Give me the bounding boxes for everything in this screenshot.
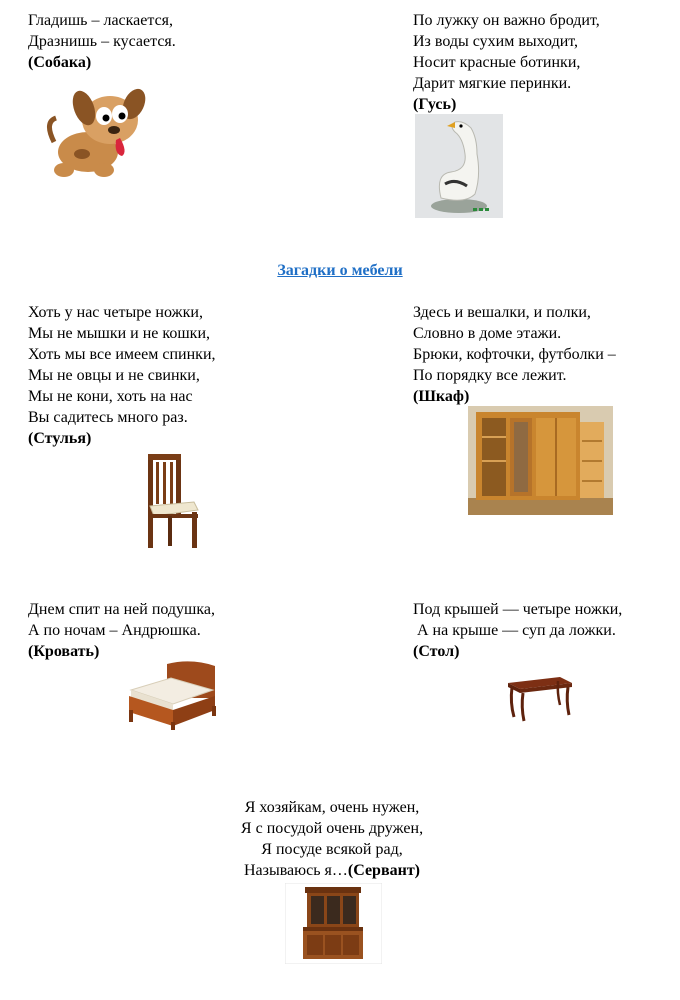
goose-figurine-photo xyxy=(415,114,503,218)
dog-illustration xyxy=(42,82,146,182)
riddle-line: Дарит мягкие перинки. xyxy=(413,75,572,92)
riddle-line: Мы не овцы и не свинки, xyxy=(28,367,200,384)
riddle-line: А на крыше — суп да ложки. xyxy=(413,622,616,639)
riddle-sideboard xyxy=(0,797,664,881)
riddle-answer: (Сервант) xyxy=(347,862,420,879)
riddle-answer: (Собака) xyxy=(28,54,92,71)
riddle-chairs xyxy=(28,302,216,449)
wardrobe-photo xyxy=(468,406,613,515)
riddle-line: Здесь и вешалки, и полки, xyxy=(413,304,591,321)
riddle-dog xyxy=(28,10,176,73)
riddle-answer: (Гусь) xyxy=(413,96,457,113)
riddle-line: Вы садитесь много раз. xyxy=(28,409,188,426)
riddle-line: Из воды сухим выходит, xyxy=(413,33,579,50)
riddle-line: Словно в доме этажи. xyxy=(413,325,562,342)
section-heading: Загадки о мебели xyxy=(277,262,403,279)
riddle-table xyxy=(413,599,622,662)
sideboard-photo xyxy=(285,883,382,964)
riddle-line: Мы не мышки и не кошки, xyxy=(28,325,211,342)
riddle-line: Хоть у нас четыре ножки, xyxy=(28,304,203,321)
riddle-bed xyxy=(28,599,215,662)
riddle-line: Я хозяйкам, очень нужен, xyxy=(244,799,420,816)
riddle-last-line xyxy=(0,860,664,881)
riddle-line: Дразнишь – кусается. xyxy=(28,33,176,50)
bed-photo xyxy=(127,660,217,730)
riddle-line: Мы не кони, хоть на нас xyxy=(28,388,193,405)
riddle-answer: (Стол) xyxy=(413,643,460,660)
riddle-line: По порядку все лежит. xyxy=(413,367,567,384)
riddle-line: Я посуде всякой рад, xyxy=(261,841,403,858)
riddle-line: Я с посудой очень дружен, xyxy=(240,820,424,837)
riddle-line: Гладишь – ласкается, xyxy=(28,12,174,29)
riddle-line: Хоть мы все имеем спинки, xyxy=(28,346,216,363)
riddle-line: Под крышей — четыре ножки, xyxy=(413,601,623,618)
riddle-line-prefix: Называюсь я… xyxy=(243,862,348,879)
riddle-answer: (Кровать) xyxy=(28,643,100,660)
chair-photo xyxy=(140,452,202,550)
riddle-goose xyxy=(413,10,600,115)
table-photo xyxy=(506,675,574,723)
riddle-line: По лужку он важно бродит, xyxy=(413,12,600,29)
riddle-line: Днем спит на ней подушка, xyxy=(28,601,216,618)
riddle-line: А по ночам – Андрюшка. xyxy=(28,622,201,639)
riddle-answer: (Шкаф) xyxy=(413,388,470,405)
riddle-wardrobe xyxy=(413,302,616,407)
riddle-answer: (Стулья) xyxy=(28,430,92,447)
riddle-line: Носит красные ботинки, xyxy=(413,54,581,71)
riddle-line: Брюки, кофточки, футболки – xyxy=(413,346,616,363)
